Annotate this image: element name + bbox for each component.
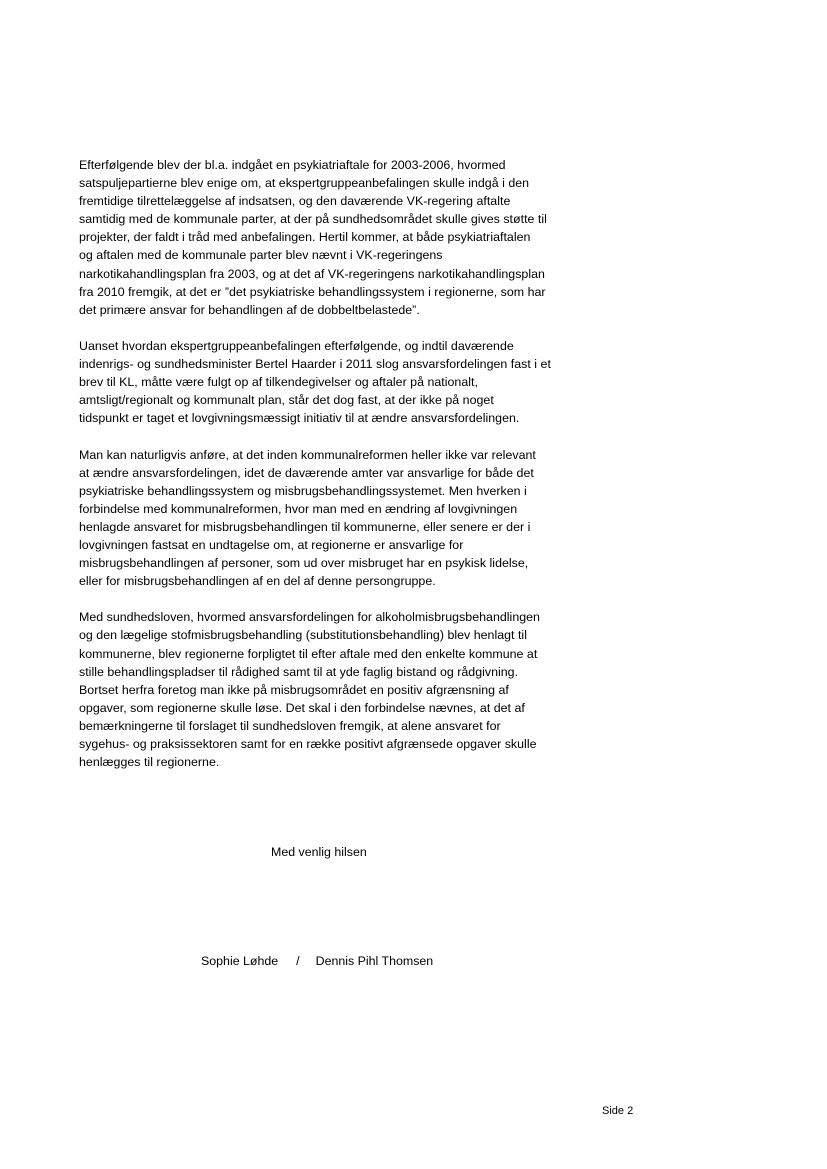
text-line: henlægges til regionerne.: [79, 755, 220, 770]
paragraph-3: [79, 446, 579, 591]
text-line: indenrigs- og sundhedsminister Bertel Haarder i 2011 slog ansvarsfordelingen fast i et: [79, 357, 551, 372]
letter-body: [79, 156, 579, 789]
text-line: sygehus- og praksissektoren samt for en række positivt afgrænsede opgaver skulle: [79, 737, 537, 751]
text-line: Man kan naturligvis anføre, at det inden kommunalreformen heller ikke var relevant: [79, 447, 536, 462]
text-line: forbindelse med kommunalreformen, hvor man med en ændring af lovgivningen: [79, 501, 518, 516]
text-line: og den lægelige stofmisbrugsbehandling (substitutionsbehandling) blev henlagt til: [79, 628, 527, 643]
text-line: opgaver, som regionerne skulle løse. Det skal i den forbindelse nævnes, at det af: [79, 700, 525, 715]
text-line: brev til KL, måtte være fulgt op af tilkendegivelser og aftaler på nationalt,: [79, 375, 478, 390]
text-line: at ændre ansvarsfordelingen, idet de daværende amter var ansvarlige for både det: [79, 465, 534, 480]
signature-separator: /: [296, 954, 300, 968]
closing-greeting: Med venlig hilsen: [271, 845, 367, 859]
paragraph-1: [79, 156, 579, 319]
text-line: kommunerne, blev regionerne forpligtet til efter aftale med den enkelte kommune at: [79, 646, 538, 661]
text-line: lovgivningen fastsat en undtagelse om, at regionerne er ansvarlige for: [79, 537, 464, 552]
text-line: Bortset herfra foretog man ikke på misbrugsområdet en positiv afgrænsning af: [79, 682, 509, 697]
text-line: narkotikahandlingsplan fra 2003, og at det af VK-regeringens narkotikahandlingsplan: [79, 266, 545, 281]
text-line: Med sundhedsloven, hvormed ansvarsfordelingen for alkoholmisbrugsbehandlingen: [79, 610, 540, 625]
page-number: Side 2: [602, 1105, 634, 1117]
signature-name-1: Sophie Løhde: [201, 954, 279, 968]
text-line: stille behandlingspladser til rådighed samt til at yde faglig bistand og rådgivning.: [79, 664, 519, 679]
text-line: fremtidige tilrettelæggelse af indsatsen, og den daværende VK-regering aftalte: [79, 194, 511, 209]
text-line: det primære ansvar for behandlingen af de dobbeltbelastede”.: [79, 302, 420, 317]
text-line: Uanset hvordan ekspertgruppeanbefalingen efterfølgende, og indtil daværende: [79, 338, 514, 353]
text-line: fra 2010 fremgik, at det er ”det psykiatriske behandlingssystem i regionerne, som har: [79, 284, 546, 299]
signature-name-2: Dennis Pihl Thomsen: [315, 954, 434, 968]
text-line: misbrugsbehandlingen af personer, som ud over misbruget har en psykisk lidelse,: [79, 556, 529, 571]
signature-block: [201, 954, 433, 968]
text-line: bemærkningerne til forslaget til sundhedsloven fremgik, at alene ansvaret for: [79, 718, 501, 733]
text-line: projekter, der faldt i tråd med anbefalingen. Hertil kommer, at både psykiatriaftalen: [79, 230, 531, 245]
text-line: og aftalen med de kommunale parter blev nævnt i VK-regeringens: [79, 248, 443, 263]
text-line: Efterfølgende blev der bl.a. indgået en psykiatriaftale for 2003-2006, hvormed: [79, 158, 506, 172]
text-line: satspuljepartierne blev enige om, at ekspertgruppeanbefalingen skulle indgå i den: [79, 176, 530, 191]
text-line: tidspunkt er taget et lovgivningsmæssigt initiativ til at ændre ansvarsfordelingen.: [79, 411, 520, 426]
text-line: psykiatriske behandlingssystem og misbrugsbehandlingssystemet. Men hverken i: [79, 483, 527, 498]
text-line: eller for misbrugsbehandlingen af en del af denne persongruppe.: [79, 574, 436, 589]
paragraph-4: [79, 608, 579, 771]
text-line: amtsligt/regionalt og kommunalt plan, står det dog fast, at der ikke på noget: [79, 393, 494, 408]
text-line: henlagde ansvaret for misbrugsbehandlingen til kommunerne, eller senere er der i: [79, 519, 531, 534]
paragraph-2: [79, 337, 579, 427]
text-line: samtidig med de kommunale parter, at der på sundhedsområdet skulle gives støtte til: [79, 212, 547, 227]
